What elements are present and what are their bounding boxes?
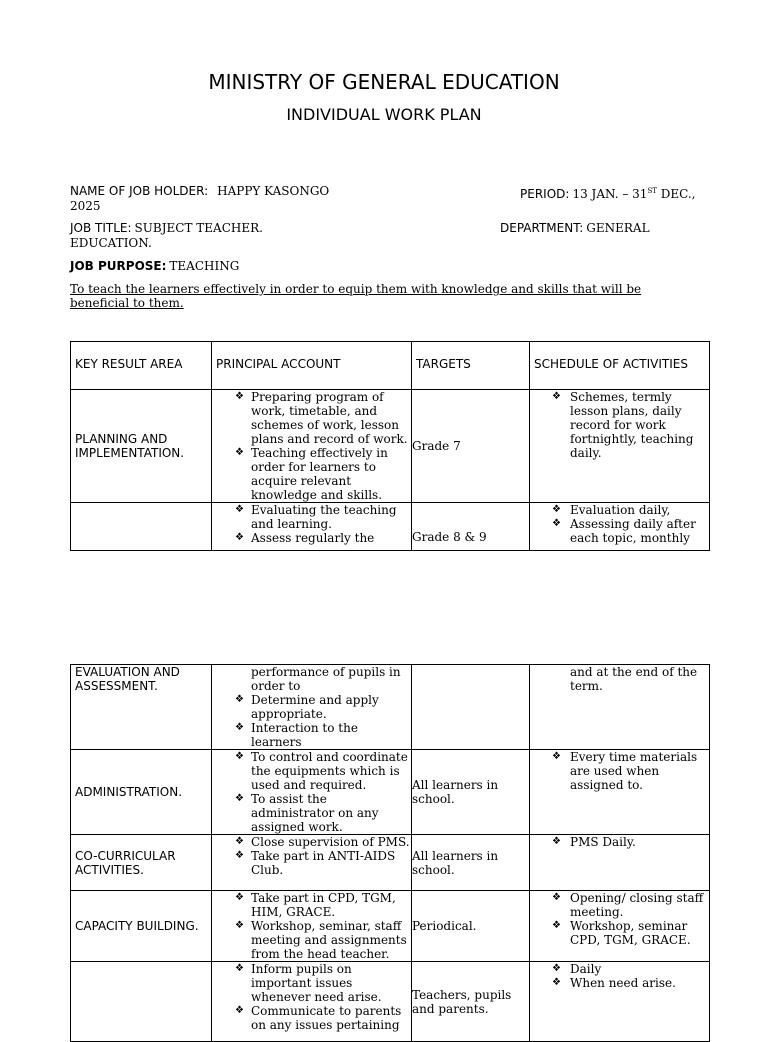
principal-account-cell (212, 503, 412, 551)
target-cell: All learners in school. (412, 835, 530, 891)
kra-cell: CO-CURRICULAR ACTIVITIES. (71, 835, 212, 891)
target-cell: Grade 8 & 9 (412, 503, 530, 551)
table-row (71, 891, 710, 962)
ministry-title: MINISTRY OF GENERAL EDUCATION (208, 70, 560, 94)
work-plan-title: INDIVIDUAL WORK PLAN (286, 105, 482, 124)
list-item: ❖ Workshop, seminar, staff meeting and assignments from the head teacher. (212, 919, 411, 961)
schedule-cell (530, 503, 710, 551)
list-item: ❖ Teaching effectively in order for learners to acquire relevant knowledge and skills. (212, 446, 411, 502)
list-item: ❖ Workshop, seminar CPD, TGM, GRACE. (530, 919, 709, 947)
table-row (71, 835, 710, 891)
list-item: ❖ Preparing program of work, timetable, and schemes of work, lesson plans and record of work. (212, 390, 411, 446)
schedule-cell (530, 962, 710, 1042)
job-title-label: JOB TITLE: (70, 221, 132, 235)
department-continued: EDUCATION. (70, 236, 152, 250)
table-header-row (71, 342, 710, 390)
schedule-cell (530, 835, 710, 891)
target-cell: All learners in school. (412, 750, 530, 835)
kra-cell: PLANNING AND IMPLEMENTATION. (71, 390, 212, 503)
work-plan-table-part2 (70, 664, 710, 1042)
principal-account-cell (212, 891, 412, 962)
purpose-statement: To teach the learners effectively in order to equip them with knowledge and skills that will be beneficial to them. (70, 282, 642, 310)
period-label: PERIOD: (520, 187, 570, 201)
list-item: ❖ Schemes, termly lesson plans, daily record for work fortnightly, teaching daily. (530, 390, 709, 460)
schedule-cell (530, 390, 710, 503)
job-title (70, 221, 263, 235)
schedule-cell (530, 891, 710, 962)
principal-account-continued: performance of pupils in order to (251, 665, 401, 693)
principal-account-cell (212, 835, 412, 891)
list-item: ❖ Daily (530, 962, 709, 976)
list-item: ❖ To assist the administrator on any assigned work. (212, 792, 411, 834)
principal-account-cell (212, 750, 412, 835)
kra-cell: ADMINISTRATION. (71, 750, 212, 835)
list-item: ❖ Interaction to the learners (212, 721, 411, 749)
job-title-value: SUBJECT TEACHER. (134, 221, 263, 235)
principal-account-cell (212, 665, 412, 750)
name-of-job-holder (70, 184, 329, 198)
department (500, 221, 650, 235)
purpose-label: JOB PURPOSE: (70, 259, 167, 273)
kra-cell (71, 503, 212, 551)
header-schedule-of-activities: SCHEDULE OF ACTIVITIES (530, 342, 710, 390)
principal-account-cell (212, 390, 412, 503)
period-value: 13 JAN. – 31ST DEC., (572, 187, 696, 201)
header-principal-account: PRINCIPAL ACCOUNT (212, 342, 412, 390)
kra-cell: CAPACITY BUILDING. (71, 891, 212, 962)
list-item: ❖ Take part in ANTI-AIDS Club. (212, 849, 411, 877)
list-item: ❖ Evaluation daily, (530, 503, 709, 517)
list-item: ❖ Assess regularly the (212, 531, 411, 545)
list-item: ❖ Inform pupils on important issues whenever need arise. (212, 962, 411, 1004)
table-row (71, 750, 710, 835)
list-item: ❖ Evaluating the teaching and learning. (212, 503, 411, 531)
name-label: NAME OF JOB HOLDER: (70, 184, 209, 198)
department-value: GENERAL (586, 221, 650, 235)
header-key-result-area: KEY RESULT AREA (71, 342, 212, 390)
table-row (71, 665, 710, 750)
kra-cell (71, 962, 212, 1042)
target-cell: Periodical. (412, 891, 530, 962)
table-row (71, 962, 710, 1042)
list-item: ❖ Communicate to parents on any issues pertaining (212, 1004, 411, 1032)
table-row (71, 390, 710, 503)
schedule-cell (530, 750, 710, 835)
list-item: ❖ Determine and apply appropriate. (212, 693, 411, 721)
table-row (71, 503, 710, 551)
period (520, 184, 696, 201)
list-item: ❖ PMS Daily. (530, 835, 709, 849)
schedule-cell (530, 665, 710, 750)
name-value: HAPPY KASONGO (217, 184, 330, 198)
work-plan-table-part1 (70, 341, 710, 551)
target-cell: Teachers, pupils and parents. (412, 962, 530, 1042)
schedule-continued: and at the end of the term. (570, 665, 698, 693)
list-item: ❖ To control and coordinate the equipments which is used and required. (212, 750, 411, 792)
target-cell (412, 665, 530, 750)
target-cell: Grade 7 (412, 390, 530, 503)
purpose-value: TEACHING (169, 259, 240, 273)
list-item: ❖ Every time materials are used when assigned to. (530, 750, 709, 792)
period-year: 2025 (70, 199, 101, 213)
principal-account-cell (212, 962, 412, 1042)
list-item: ❖ When need arise. (530, 976, 709, 990)
list-item: ❖ Assessing daily after each topic, monthly (530, 517, 709, 545)
job-purpose (70, 259, 239, 273)
list-item: ❖ Close supervision of PMS. (212, 835, 411, 849)
header-targets: TARGETS (412, 342, 530, 390)
list-item: ❖ Opening/ closing staff meeting. (530, 891, 709, 919)
kra-cell: EVALUATION AND ASSESSMENT. (71, 665, 212, 750)
department-label: DEPARTMENT: (500, 221, 584, 235)
list-item: ❖ Take part in CPD, TGM, HIM, GRACE. (212, 891, 411, 919)
